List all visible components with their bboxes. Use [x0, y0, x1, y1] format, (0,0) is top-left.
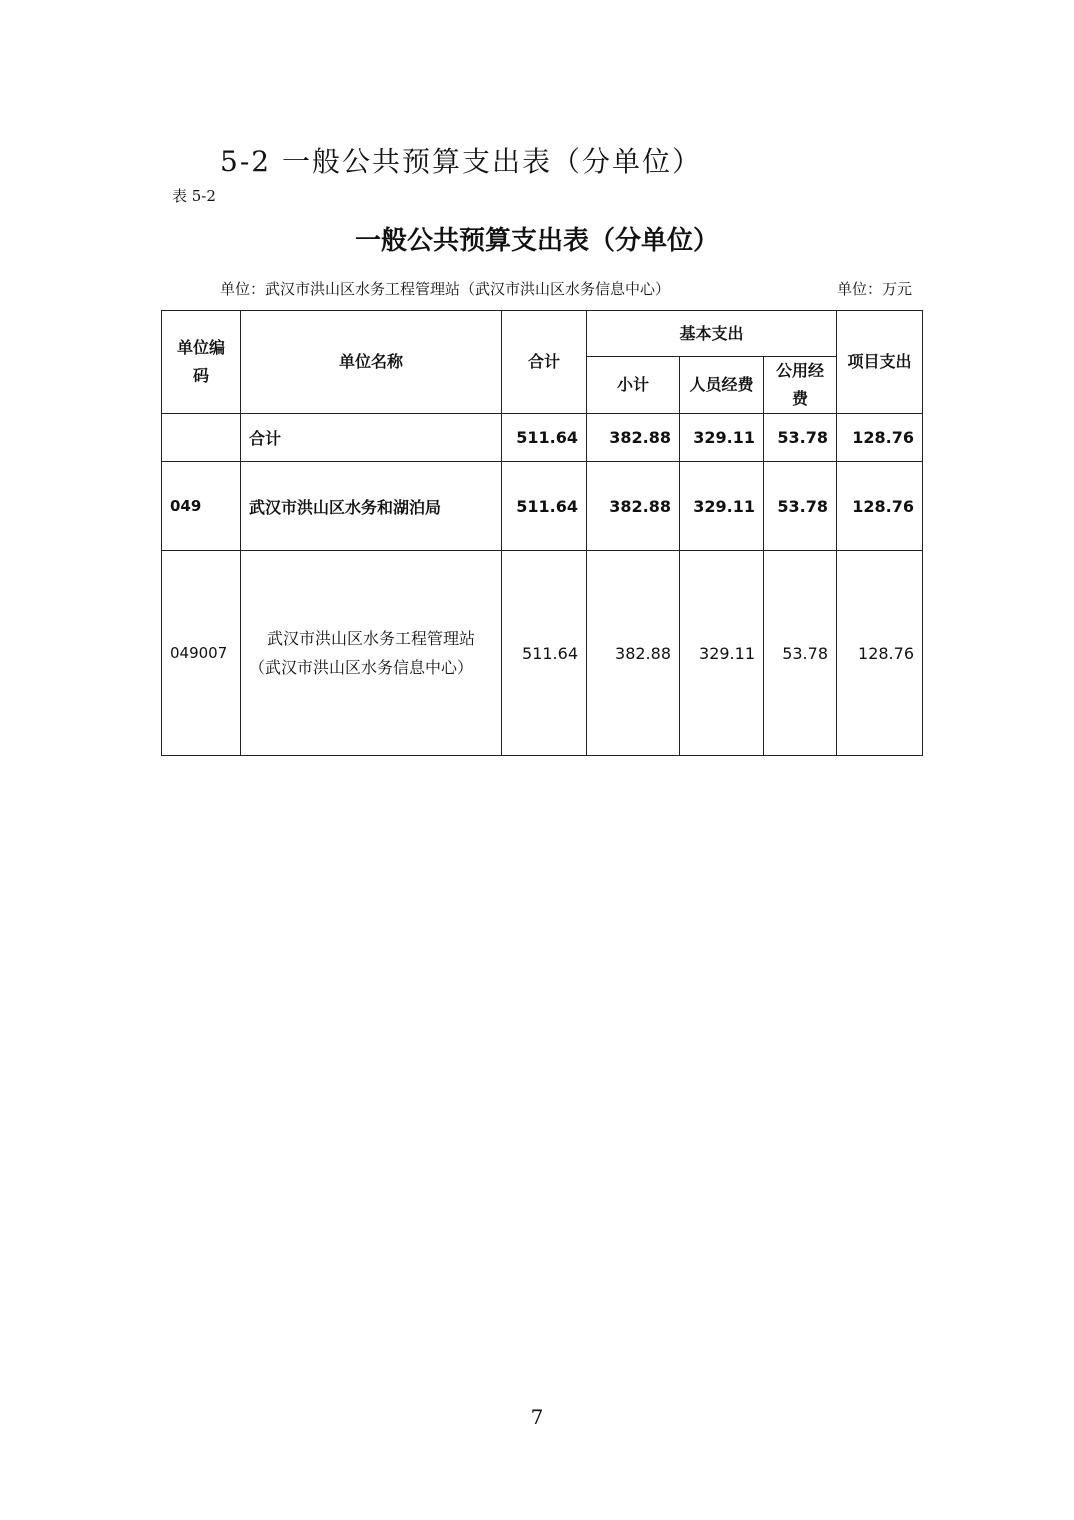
table-label: 表 5-2 — [172, 187, 216, 205]
cell-subtotal: 382.88 — [587, 551, 680, 756]
page-number: 7 — [530, 1405, 544, 1429]
table-row-sum — [162, 414, 923, 462]
header-subtotal: 小计 — [587, 357, 680, 414]
cell-total: 511.64 — [502, 414, 587, 462]
header-personnel: 人员经费 — [680, 357, 764, 414]
table-title: 一般公共预算支出表（分单位） — [354, 226, 719, 256]
cell-name: 武汉市洪山区水务工程管理站（武汉市洪山区水务信息中心） — [241, 551, 502, 756]
cell-project: 128.76 — [837, 551, 923, 756]
header-public: 公用经费 — [764, 357, 837, 414]
budget-table — [161, 310, 923, 756]
cell-public: 53.78 — [764, 551, 837, 756]
cell-project: 128.76 — [837, 462, 923, 551]
cell-total: 511.64 — [502, 551, 587, 756]
unit-organization: 单位：武汉市洪山区水务工程管理站（武汉市洪山区水务信息中心） — [220, 280, 671, 298]
cell-personnel: 329.11 — [680, 462, 764, 551]
header-project: 项目支出 — [837, 311, 923, 414]
section-heading: 5-2 一般公共预算支出表（分单位） — [220, 145, 702, 178]
header-total: 合计 — [502, 311, 587, 414]
cell-subtotal: 382.88 — [587, 462, 680, 551]
header-basic: 基本支出 — [587, 311, 837, 357]
cell-name: 武汉市洪山区水务和湖泊局 — [241, 462, 502, 551]
header-name: 单位名称 — [241, 311, 502, 414]
unit-currency: 单位：万元 — [836, 280, 912, 298]
cell-personnel: 329.11 — [680, 551, 764, 756]
cell-name: 合计 — [241, 414, 502, 462]
header-code: 单位编码 — [162, 311, 241, 414]
cell-public: 53.78 — [764, 414, 837, 462]
cell-code: 049 — [162, 462, 241, 551]
cell-personnel: 329.11 — [680, 414, 764, 462]
cell-subtotal: 382.88 — [587, 414, 680, 462]
cell-code — [162, 414, 241, 462]
table-header-row — [162, 311, 923, 357]
cell-total: 511.64 — [502, 462, 587, 551]
cell-public: 53.78 — [764, 462, 837, 551]
cell-project: 128.76 — [837, 414, 923, 462]
table-row-department — [162, 462, 923, 551]
table-row-unit — [162, 551, 923, 756]
cell-code: 049007 — [162, 551, 241, 756]
